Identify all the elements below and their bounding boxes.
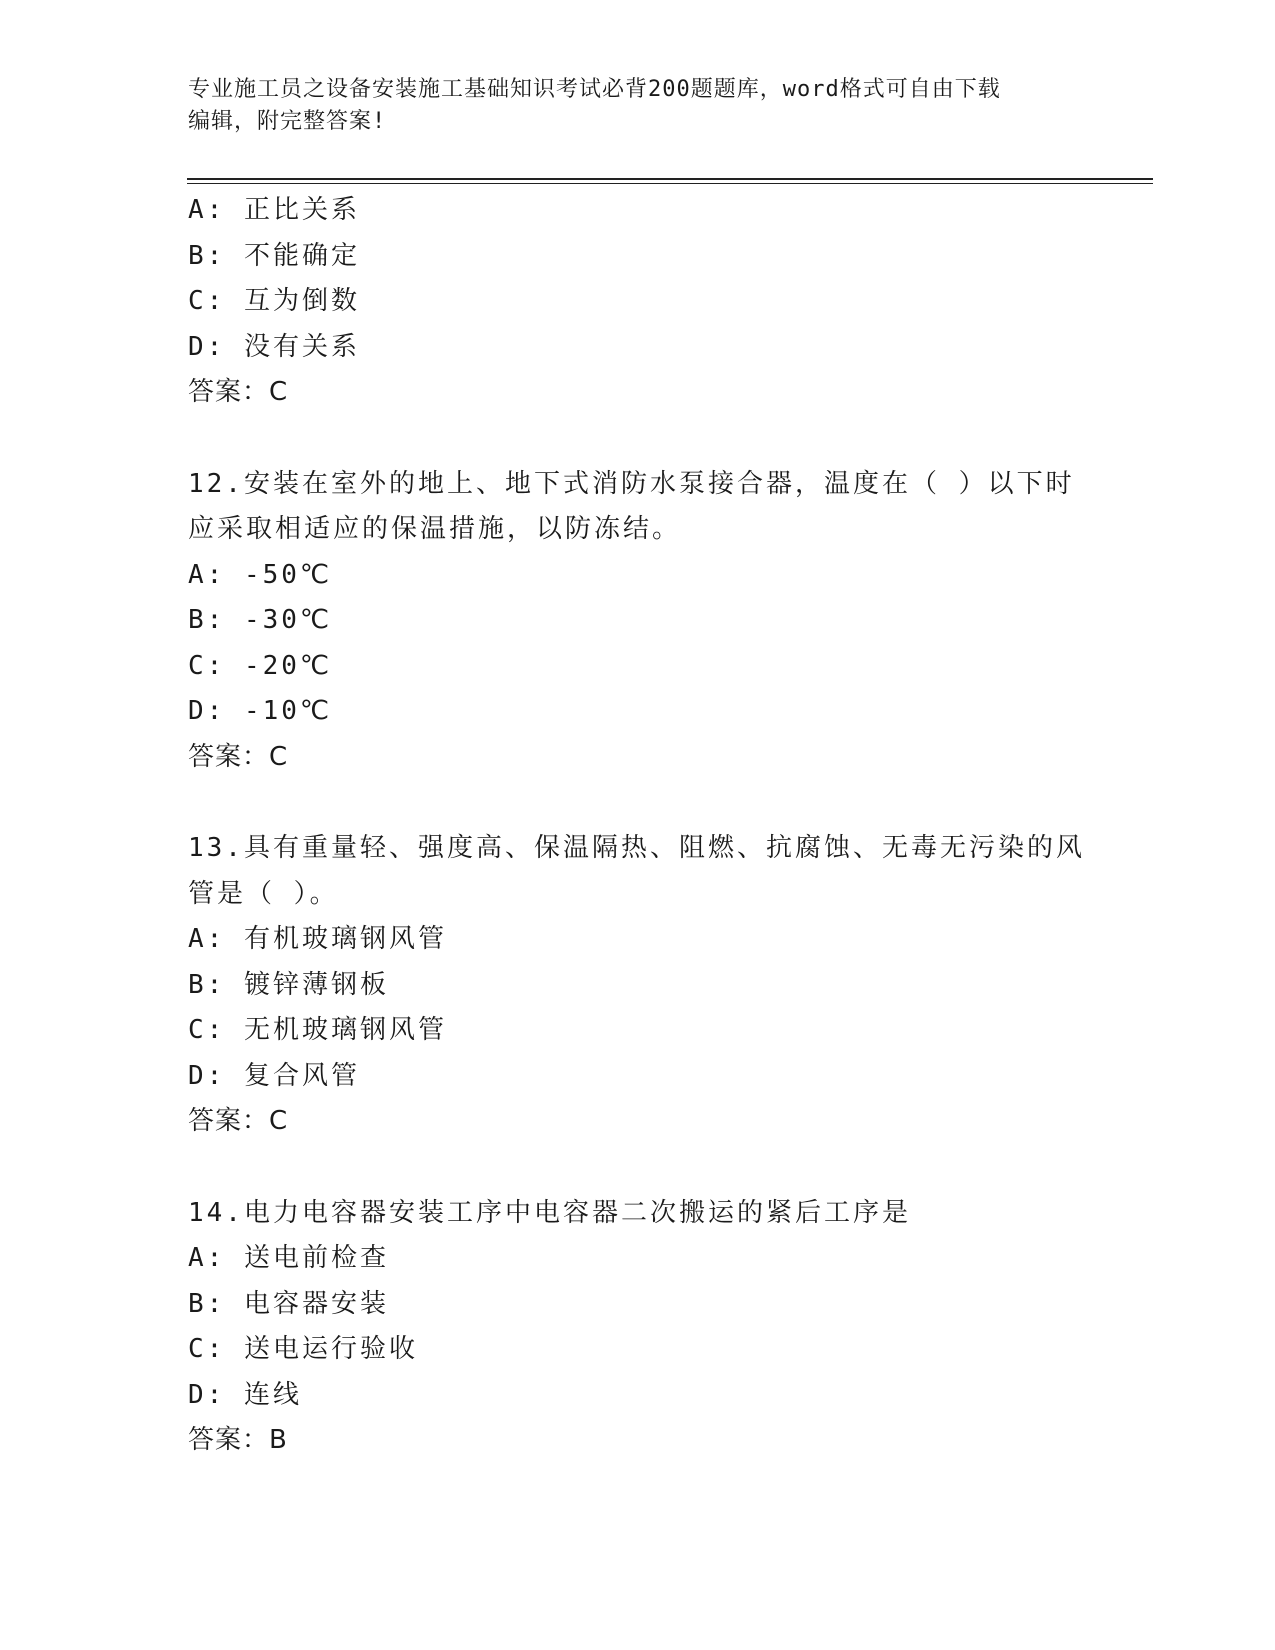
option-a: A: 有机玻璃钢风管 (188, 924, 447, 954)
option-b: B: -30℃ (188, 605, 333, 635)
question-spacer (188, 1145, 1088, 1191)
question-stem-line-1: 12.安装在室外的地上、地下式消防水泵接合器，温度在（ ）以下时 (188, 468, 1075, 499)
answer-line: 答案：C (188, 1106, 289, 1136)
option-d: D: -10℃ (188, 696, 333, 726)
question-stem-line-2: 应采取相适应的保温措施，以防冻结。 (188, 514, 682, 544)
question-list (188, 188, 1088, 1464)
option-a: A: 正比关系 (188, 195, 360, 225)
option-b: B: 镀锌薄钢板 (188, 969, 389, 1000)
option-c: C: 互为倒数 (188, 286, 360, 316)
option-b: B: 电容器安装 (188, 1288, 389, 1319)
document-header (188, 74, 1088, 138)
question-stem-line-1: 14.电力电容器安装工序中电容器二次搬运的紧后工序是 (188, 1197, 911, 1228)
option-c: C: 无机玻璃钢风管 (188, 1015, 447, 1045)
question-spacer (188, 780, 1088, 826)
header-title-line-1: 专业施工员之设备安装施工基础知识考试必背200题题库，word格式可自由下载 (188, 77, 1001, 102)
question-stem-line-1: 13.具有重量轻、强度高、保温隔热、阻燃、抗腐蚀、无毒无污染的风 (188, 833, 1085, 863)
option-d: D: 没有关系 (188, 331, 360, 362)
header-title-line-2: 编辑，附完整答案! (188, 109, 387, 134)
option-d: D: 复合风管 (188, 1060, 360, 1091)
option-d: D: 连线 (188, 1379, 302, 1410)
option-a: A: 送电前检查 (188, 1243, 389, 1273)
question-spacer (188, 416, 1088, 462)
answer-line: 答案：C (188, 741, 289, 772)
question-stem-line-2: 管是（ ）。 (188, 878, 339, 909)
option-a: A: -50℃ (188, 559, 333, 590)
option-c: C: -20℃ (188, 650, 333, 681)
question-13 (188, 826, 1088, 1145)
option-b: B: 不能确定 (188, 240, 360, 271)
header-divider-thick (187, 178, 1153, 180)
header-divider-thin (187, 183, 1153, 184)
question-11 (188, 188, 1088, 416)
question-14 (188, 1191, 1088, 1464)
question-12 (188, 462, 1088, 781)
answer-line: 答案：B (188, 1425, 288, 1455)
answer-line: 答案：C (188, 377, 289, 407)
option-c: C: 送电运行验收 (188, 1334, 418, 1364)
